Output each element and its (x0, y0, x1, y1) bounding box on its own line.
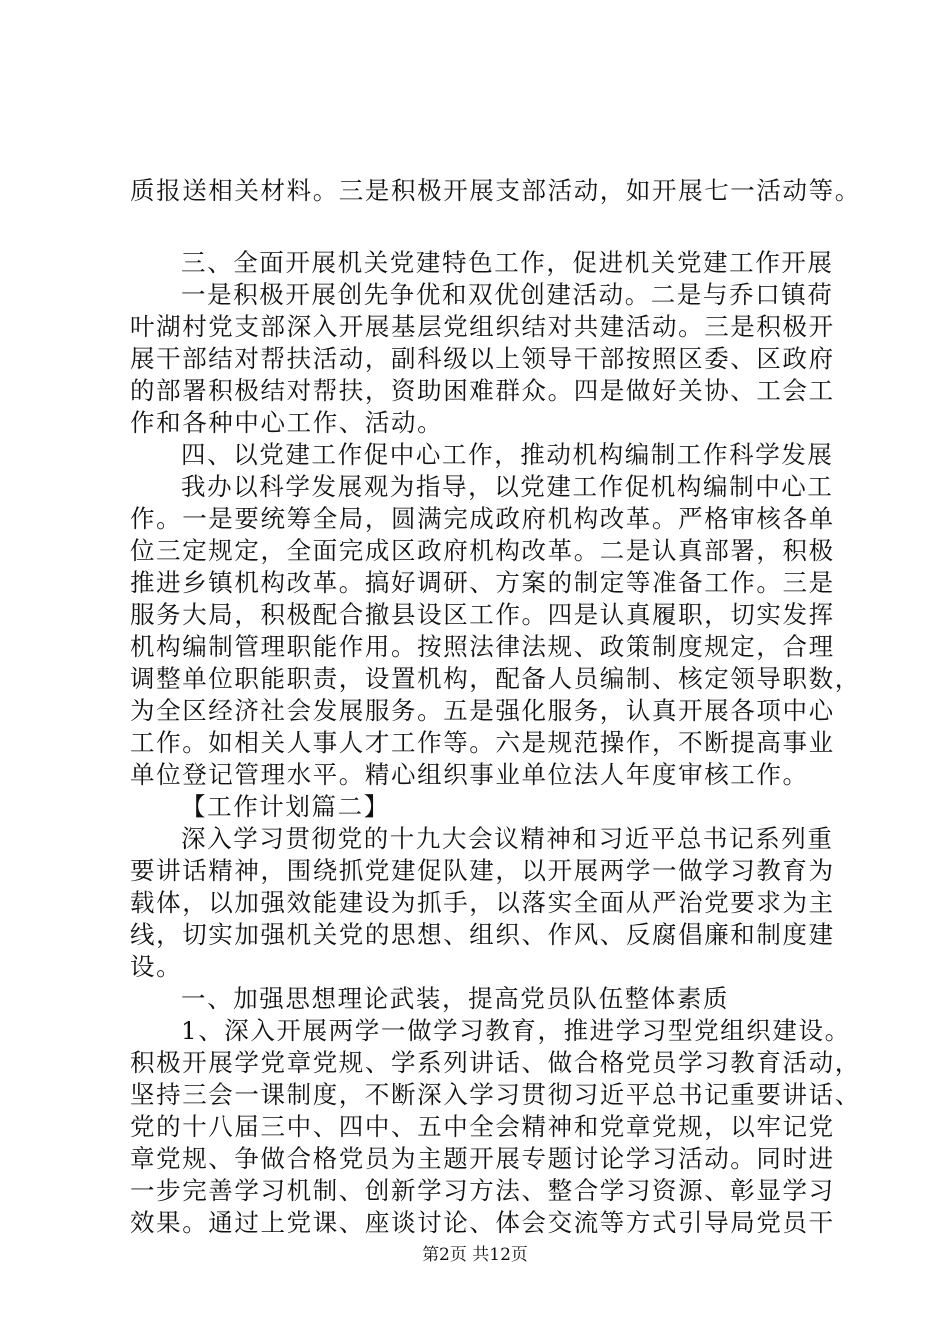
text-line: 载体，以加强效能建设为抓手，以落实全面从严治党要求为主 (130, 888, 835, 917)
text-line: 工作。如相关人事人才工作等。六是规范操作，不断提高事业 (130, 728, 835, 757)
text-line: 党的十八届三中、四中、五中全会精神和党章党规，以牢记党 (130, 1112, 835, 1141)
text-line: 位三定规定，全面完成区政府机构改革。二是认真部署，积极 (130, 536, 835, 565)
text-line: 线，切实加强机关党的思想、组织、作风、反腐倡廉和制度建 (130, 920, 835, 949)
section-heading: 三、全面开展机关党建特色工作，促进机关党建工作开展 (181, 248, 834, 277)
section-heading: 四、以党建工作促中心工作，推动机构编制工作科学发展 (181, 440, 834, 469)
text-line: 设。 (130, 952, 183, 981)
text-line: 积极开展学党章党规、学系列讲话、做合格党员学习教育活动， (130, 1048, 861, 1077)
text-line: 叶湖村党支部深入开展基层党组织结对共建活动。三是积极开 (130, 312, 835, 341)
document-body (130, 175, 861, 1239)
text-line: 质报送相关材料。三是积极开展支部活动，如开展七一活动等。 (130, 176, 861, 205)
paragraph-gap (130, 207, 852, 247)
text-line: 坚持三会一课制度，不断深入学习贯彻习近平总书记重要讲话、 (130, 1080, 861, 1109)
section-heading: 一、加强思想理论武装，提高党员队伍整体素质 (181, 984, 730, 1013)
text-line: 的部署积极结对帮扶，资助困难群众。四是做好关协、工会工 (130, 376, 835, 405)
text-line: 服务大局，积极配合撤县设区工作。四是认真履职，切实发挥 (130, 600, 835, 629)
text-line: 为全区经济社会发展服务。五是强化服务，认真开展各项中心 (130, 696, 835, 725)
text-line: 推进乡镇机构改革。搞好调研、方案的制定等准备工作。三是 (130, 568, 835, 597)
text-line: 深入学习贯彻党的十九大会议精神和习近平总书记系列重 (181, 824, 834, 853)
text-line: 要讲话精神，围绕抓党建促队建，以开展两学一做学习教育为 (130, 856, 835, 885)
text-line: 作。一是要统筹全局，圆满完成政府机构改革。严格审核各单 (130, 504, 835, 533)
text-line: 效果。通过上党课、座谈讨论、体会交流等方式引导局党员干 (130, 1208, 835, 1237)
page-footer: 第2页 共12页 (422, 1245, 528, 1265)
text-line: 调整单位职能职责，设置机构，配备人员编制、核定领导职数， (130, 664, 861, 693)
text-line: 展干部结对帮扶活动，副科级以上领导干部按照区委、区政府 (130, 344, 835, 373)
text-line: 章党规、争做合格党员为主题开展专题讨论学习活动。同时进 (130, 1144, 835, 1173)
text-line: 作和各种中心工作、活动。 (130, 408, 444, 437)
text-line: 一步完善学习机制、创新学习方法、整合学习资源、彰显学习 (130, 1176, 835, 1205)
text-line: 我办以科学发展观为指导，以党建工作促机构编制中心工 (181, 472, 834, 501)
text-line: 1、深入开展两学一做学习教育，推进学习型党组织建设。 (181, 1016, 851, 1045)
text-line: 单位登记管理水平。精心组织事业单位法人年度审核工作。 (130, 760, 809, 789)
text-line: 机构编制管理职能作用。按照法律法规、政策制度规定，合理 (130, 632, 835, 661)
text-line: 一是积极开展创先争优和双优创建活动。二是与乔口镇荷 (181, 280, 834, 309)
chapter-title: 【工作计划篇二】 (181, 792, 390, 821)
